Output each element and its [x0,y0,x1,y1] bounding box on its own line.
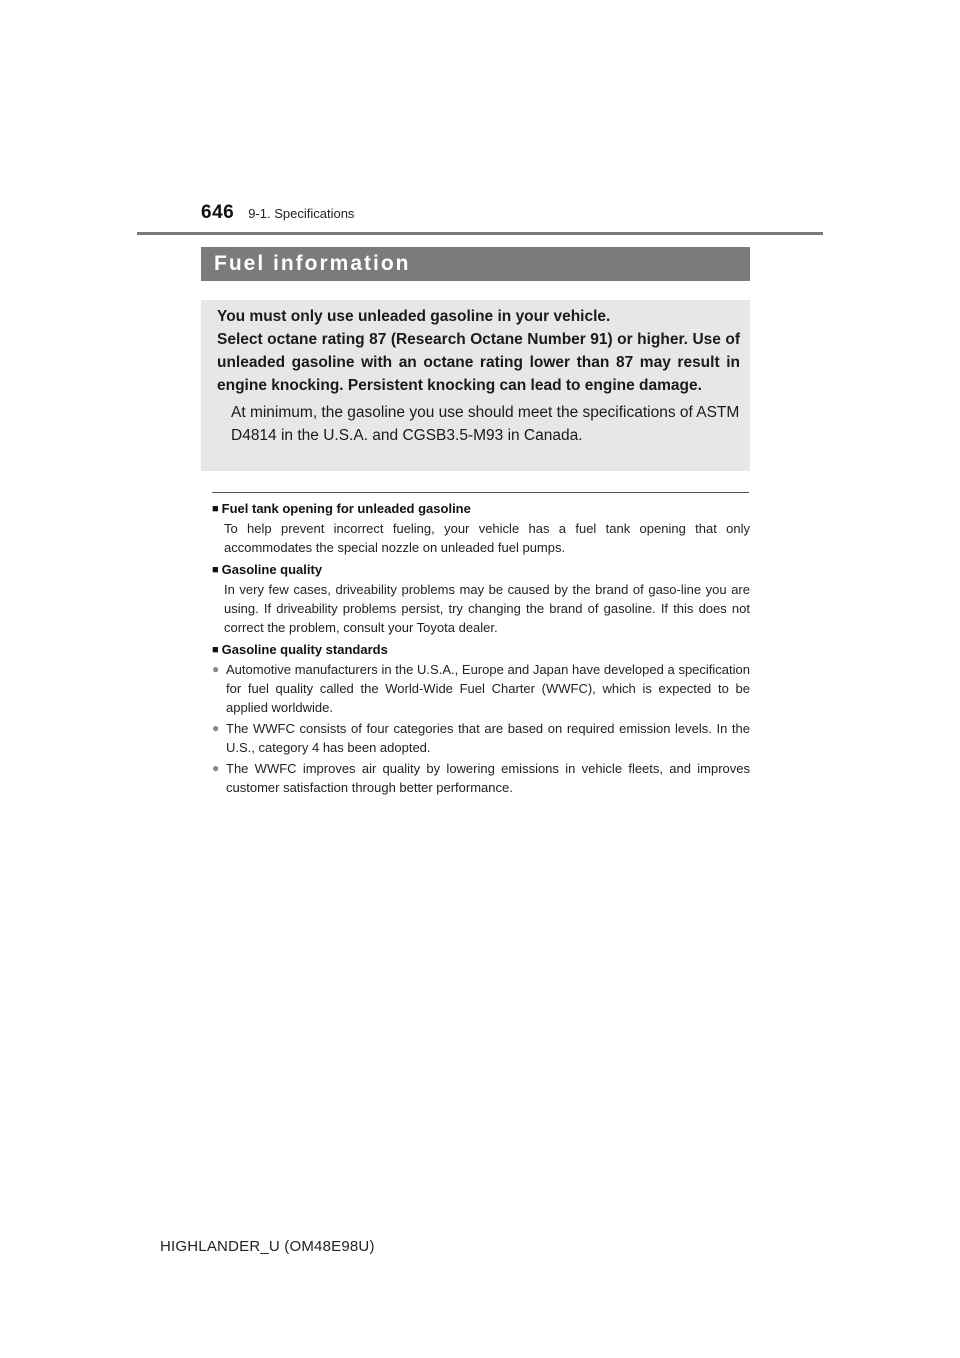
circle-bullet-icon: ● [212,721,220,735]
para-fuel-tank-opening: To help prevent incorrect fueling, your vehicle has a fuel tank opening that only accommodates the special nozzle on unleaded fuel pumps. [224,521,750,555]
callout-note: At minimum, the gasoline you use should meet the specifications of ASTM D4814 in the U.S.A. and CGSB3.5-M93 in Canada. [231,404,740,444]
heading-gasoline-quality: ■ Gasoline quality [212,562,323,577]
fuel-requirement-callout [201,300,750,471]
callout-line-1: You must only use unleaded gasoline in your vehicle. [217,308,611,325]
list-item: ● The WWFC improves air quality by lowering emissions in vehicle fleets, and improves customer satisfaction through better performance. [212,761,750,795]
square-bullet-icon: ■ [212,644,219,656]
circle-bullet-icon: ● [212,761,220,775]
square-bullet-icon: ■ [212,503,219,515]
heading-gasoline-quality-standards: ■ Gasoline quality standards [212,642,388,657]
para-gasoline-quality: In very few cases, driveability problems may be caused by the brand of gaso-line you are using. If driveability problems persist, try changing the brand of gasoline. If this does not correct the problem, consult your Toyota dealer. [224,582,750,635]
page-header [201,202,354,224]
page-footer: HIGHLANDER_U (OM48E98U) [160,1238,375,1255]
standards-bullet-list [212,660,750,797]
section-reference: 9-1. Specifications [248,206,355,221]
list-item: ● The WWFC consists of four categories that are based on required emission levels. In the U.S., category 4 has been adopted. [212,721,750,755]
circle-bullet-icon: ● [212,662,220,676]
callout-bold-text [217,305,740,397]
content-divider [212,492,749,493]
callout-line-2: Select octane rating 87 (Research Octane Number 91) or higher. Use of unleaded gasoline with an octane rating lower than 87 may result in engine knocking. Persistent knocking can lead to engine damage. [217,331,740,394]
header-rule [137,232,823,235]
square-bullet-icon: ■ [212,564,219,576]
page-number: 646 [201,202,235,223]
heading-fuel-tank-opening: ■ Fuel tank opening for unleaded gasoline [212,501,471,516]
list-item: ● Automotive manufacturers in the U.S.A., Europe and Japan have developed a specification for fuel quality called the World-Wide Fuel Charter (WWFC), which is expected to be applied worldwide. [212,662,750,715]
section-title: Fuel information [201,247,750,281]
content [212,499,750,797]
